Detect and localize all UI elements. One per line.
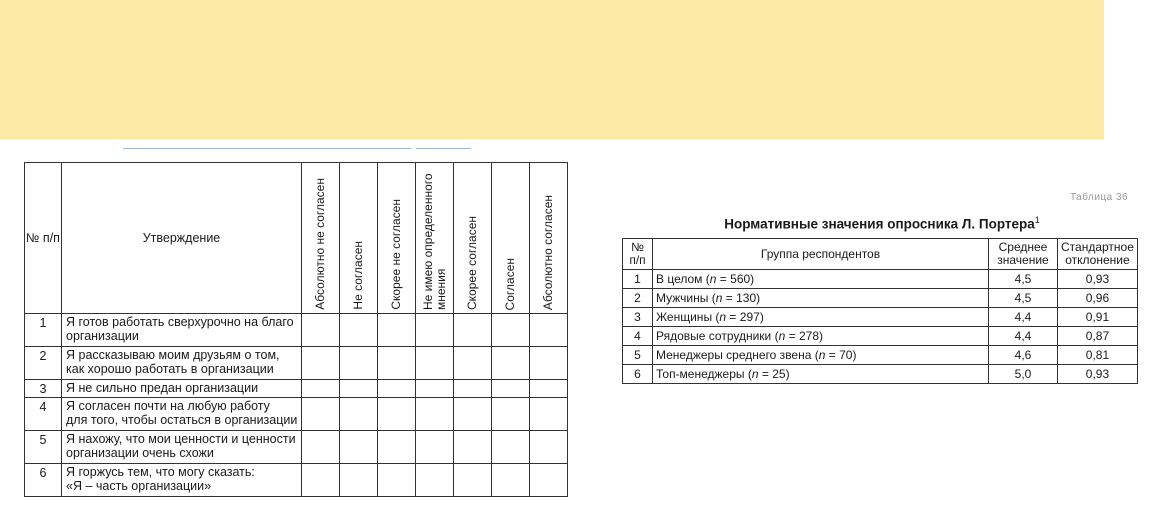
row-number: 6 (25, 464, 62, 497)
scale-header: Скорее не согласен (378, 163, 416, 314)
answer-cell[interactable] (340, 314, 378, 347)
footnote-mark: 1 (1034, 215, 1040, 225)
mean-cell: 5,0 (989, 365, 1058, 384)
answer-cell[interactable] (302, 380, 340, 398)
answer-cell[interactable] (454, 380, 492, 398)
norm-group-header: Группа респондентов (653, 239, 989, 270)
row-number: 2 (25, 347, 62, 380)
answer-cell[interactable] (454, 464, 492, 497)
scale-header: Абсолютно не согласен (302, 163, 340, 314)
norm-num-header: № п/п (623, 239, 653, 270)
sd-cell: 0,91 (1058, 308, 1138, 327)
answer-cell[interactable] (530, 380, 568, 398)
group-cell: Женщины (n = 297) (653, 308, 989, 327)
statement-line: организации очень схожи (66, 446, 214, 460)
sample-size: 70 (839, 347, 853, 362)
table-row (25, 431, 568, 464)
sample-size: 560 (730, 271, 751, 286)
table-row (25, 464, 568, 497)
answer-cell[interactable] (492, 464, 530, 497)
statement-cell (62, 398, 302, 431)
answer-cell[interactable] (378, 398, 416, 431)
statement-line: для того, чтобы остаться в организации (66, 413, 298, 427)
answer-cell[interactable] (492, 398, 530, 431)
sd-cell: 0,93 (1058, 270, 1138, 289)
questionnaire-header-row (25, 163, 568, 314)
group-cell: Рядовые сотрудники (n = 278) (653, 327, 989, 346)
table-row (25, 380, 568, 398)
norm-table-title-text: Нормативные значения опросника Л. Портера (724, 216, 1035, 232)
group-cell: В целом (n = 560) (653, 270, 989, 289)
mean-cell: 4,6 (989, 346, 1058, 365)
answer-cell[interactable] (416, 398, 454, 431)
sd-cell: 0,87 (1058, 327, 1138, 346)
answer-cell[interactable] (454, 314, 492, 347)
answer-cell[interactable] (340, 380, 378, 398)
scale-header: Абсолютно согласен (530, 163, 568, 314)
table-row (25, 347, 568, 380)
highlight-banner (0, 0, 1104, 139)
n-symbol: n (709, 271, 717, 286)
norm-sd-header: Стандартное отклонение (1058, 239, 1138, 270)
answer-cell[interactable] (530, 314, 568, 347)
answer-cell[interactable] (340, 464, 378, 497)
answer-cell[interactable] (530, 464, 568, 497)
answer-cell[interactable] (454, 431, 492, 464)
answer-cell[interactable] (302, 314, 340, 347)
answer-cell[interactable] (530, 431, 568, 464)
answer-cell[interactable] (492, 347, 530, 380)
sd-cell: 0,96 (1058, 289, 1138, 308)
answer-cell[interactable] (302, 398, 340, 431)
n-symbol: n (751, 366, 759, 381)
group-name: Женщины (656, 309, 713, 324)
answer-cell[interactable] (454, 347, 492, 380)
table-row (623, 270, 1138, 289)
statement-cell (62, 380, 302, 398)
row-number: 3 (623, 308, 653, 327)
divider-line (123, 148, 411, 149)
statement-line: Я не сильно предан организации (66, 381, 259, 395)
group-cell: Менеджеры среднего звена (n = 70) (653, 346, 989, 365)
answer-cell[interactable] (378, 380, 416, 398)
statement-cell (62, 431, 302, 464)
statement-line: Я рассказываю моим друзьям о том, (66, 348, 280, 362)
sample-size: 130 (736, 290, 757, 305)
n-symbol: n (778, 328, 786, 343)
questionnaire-table (24, 162, 568, 497)
answer-cell[interactable] (416, 380, 454, 398)
group-cell: Мужчины (n = 130) (653, 289, 989, 308)
answer-cell[interactable] (416, 314, 454, 347)
group-name: Мужчины (656, 290, 709, 305)
statement-line: как хорошо работать в организации (66, 362, 274, 376)
row-number: 5 (25, 431, 62, 464)
row-number: 1 (25, 314, 62, 347)
sample-size: 297 (739, 309, 760, 324)
scale-header: Не имею определенного мнения (416, 163, 454, 314)
sd-cell: 0,81 (1058, 346, 1138, 365)
table-row (623, 365, 1138, 384)
answer-cell[interactable] (492, 380, 530, 398)
answer-cell[interactable] (530, 347, 568, 380)
group-name: В целом (656, 271, 703, 286)
scale-header: Не согласен (340, 163, 378, 314)
row-number: 1 (623, 270, 653, 289)
row-number: 6 (623, 365, 653, 384)
statement-cell (62, 314, 302, 347)
answer-cell[interactable] (378, 314, 416, 347)
norm-mean-header: Среднее значение (989, 239, 1058, 270)
answer-cell[interactable] (378, 347, 416, 380)
answer-cell[interactable] (416, 431, 454, 464)
row-number: 4 (623, 327, 653, 346)
table-row (25, 398, 568, 431)
statement-cell (62, 464, 302, 497)
scale-header: Согласен (492, 163, 530, 314)
answer-cell[interactable] (416, 464, 454, 497)
answer-cell[interactable] (492, 431, 530, 464)
scale-header: Скорее согласен (454, 163, 492, 314)
statement-cell (62, 347, 302, 380)
row-number: 4 (25, 398, 62, 431)
n-symbol: n (818, 347, 826, 362)
mean-cell: 4,5 (989, 270, 1058, 289)
statement-line: организации (66, 329, 139, 343)
mean-cell: 4,4 (989, 327, 1058, 346)
divider-line (416, 148, 471, 149)
norm-table (622, 238, 1138, 384)
answer-cell[interactable] (302, 464, 340, 497)
statement-line: Я согласен почти на любую работу (66, 399, 270, 413)
answer-cell[interactable] (340, 431, 378, 464)
table-row (25, 314, 568, 347)
statement-line: Я горжусь тем, что могу сказать: (66, 465, 255, 479)
sd-cell: 0,93 (1058, 365, 1138, 384)
sample-size: 25 (772, 366, 786, 381)
answer-cell[interactable] (302, 347, 340, 380)
norm-header-row (623, 239, 1138, 270)
statement-line: Я нахожу, что мои ценности и ценности (66, 432, 296, 446)
answer-cell[interactable] (340, 347, 378, 380)
mean-cell: 4,4 (989, 308, 1058, 327)
row-number: 3 (25, 380, 62, 398)
table-number-label: Таблица 36 (1070, 192, 1129, 203)
statement-header: Утверждение (62, 163, 302, 314)
table-row (623, 327, 1138, 346)
n-symbol: n (715, 290, 723, 305)
answer-cell[interactable] (416, 347, 454, 380)
norm-table-title (612, 215, 1152, 232)
answer-cell[interactable] (378, 464, 416, 497)
row-number: 5 (623, 346, 653, 365)
table-row (623, 289, 1138, 308)
group-name: Топ-менеджеры (656, 366, 745, 381)
statement-line: «Я – часть организации» (66, 479, 212, 493)
answer-cell[interactable] (378, 431, 416, 464)
answer-cell[interactable] (302, 431, 340, 464)
mean-cell: 4,5 (989, 289, 1058, 308)
group-name: Рядовые сотрудники (656, 328, 772, 343)
group-name: Менеджеры среднего звена (656, 347, 812, 362)
sample-size: 278 (798, 328, 820, 343)
statement-line: Я готов работать сверхурочно на благо (66, 315, 294, 329)
group-cell: Топ-менеджеры (n = 25) (653, 365, 989, 384)
answer-cell[interactable] (492, 314, 530, 347)
row-number: 2 (623, 289, 653, 308)
n-symbol: n (719, 309, 727, 324)
table-row (623, 346, 1138, 365)
answer-cell[interactable] (454, 398, 492, 431)
num-header: № п/п (25, 163, 62, 314)
table-row (623, 308, 1138, 327)
answer-cell[interactable] (530, 398, 568, 431)
answer-cell[interactable] (340, 398, 378, 431)
